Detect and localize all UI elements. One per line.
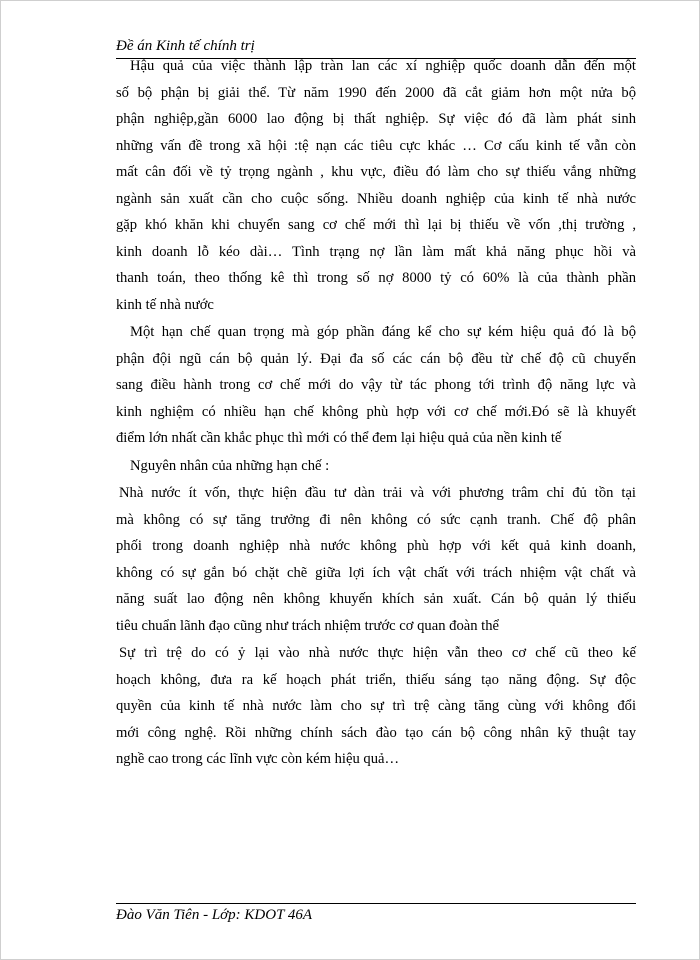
paragraph-line: mất cân đối về tỷ trọng ngành , khu vực, điều đó làm cho sự thiếu vắng những (116, 164, 636, 180)
paragraph-line: không có sự gắn bó chặt chẽ giữa lợi ích vật chất với trách nhiệm vật chất và (116, 564, 636, 581)
paragraph-line: mới công nghệ. Rồi những chính sách đào tạo cán bộ công nhân kỹ thuật tay (116, 724, 636, 741)
paragraph-line: kinh doanh lỗ kéo dài… Tình trạng nợ lần làm mất khả năng phục hồi và (116, 243, 636, 260)
document-body (116, 48, 636, 773)
paragraph-line: quyền của kinh tế nhà nước làm cho sự trì trệ càng tăng cùng với không đổi (116, 698, 636, 714)
paragraph-line: nghề cao trong các lĩnh vực còn kém hiệu quả… (116, 751, 400, 767)
paragraph-stagnation (116, 640, 636, 773)
paragraph-causes (116, 480, 636, 639)
paragraph-line: thanh toán, theo thống kê thì trong số nợ 8000 tỷ có 60% là của thành phần (116, 270, 636, 286)
footer-author: Đào Văn Tiên - Lớp: KDOT 46A (116, 907, 313, 923)
paragraph-line: sang điều hành trong cơ chế mới do vậy từ tác phong tới trình độ năng lực và (116, 377, 636, 393)
page-footer (116, 903, 636, 925)
paragraph-line: hoạch không, đưa ra kế hoạch phát triển, thiếu sáng tạo năng động. Sự độc (116, 671, 636, 688)
paragraph-consequences (116, 53, 636, 318)
paragraph-line: mà không có sự tăng trưởng đi nên không có sức cạnh tranh. Chế độ phân (116, 511, 636, 528)
paragraph-management (116, 319, 636, 452)
paragraph-line: năng suất lao động nên không khuyến khích sản xuất. Cán bộ quản lý thiếu (116, 591, 636, 607)
paragraph-line: Hậu quả của việc thành lập tràn lan các xí nghiệp quốc doanh dẫn đến một (130, 58, 636, 74)
paragraph-line: kinh nghiệm có nhiều hạn chế không phù hợp với cơ chế mới.Đó sẽ là khuyết (116, 403, 636, 420)
paragraph-line: điểm lớn nhất cần khắc phục thì mới có thể đem lại hiệu quả của nền kinh tế (116, 430, 562, 446)
paragraph-line: tiêu chuẩn lãnh đạo cũng như trách nhiệm trước cơ quan đoàn thể (116, 617, 500, 634)
paragraph-line: ngành sản xuất cần cho cuộc sống. Nhiều doanh nghiệp của kinh tế nhà nước (116, 190, 636, 207)
header-title: Đề án Kinh tế chính trị (116, 38, 255, 54)
paragraph-line: Sự trì trệ do có ỷ lại vào nhà nước thực hiện vẫn theo cơ chế cũ theo kế (119, 645, 636, 661)
paragraph-line: những vấn đề trong xã hội :tệ nạn các tiêu cực khác … Cơ cấu kinh tế vẫn còn (116, 137, 636, 154)
paragraph-line: phận nghiệp,gần 6000 lao động bị thất nghiệp. Sự việc đó đã làm phát sinh (116, 111, 636, 127)
paragraph-causes-heading (116, 453, 636, 480)
paragraph-line: Nguyên nhân của những hạn chế : (130, 457, 330, 474)
paragraph-line: kinh tế nhà nước (116, 296, 214, 313)
paragraph-line: Nhà nước ít vốn, thực hiện đầu tư dàn trải và với phương trâm chỉ đủ tồn tại (119, 485, 636, 501)
paragraph-line: số bộ phận bị giải thể. Từ năm 1990 đến 2000 đã cắt giảm hơn một nửa bộ (116, 84, 636, 101)
paragraph-line: phận đội ngũ cán bộ quản lý. Đại đa số các cán bộ đều từ chế độ cũ chuyển (116, 350, 636, 367)
paragraph-line: gặp khó khăn khi chuyển sang cơ chế mới thì lại bị thiếu về vốn ,thị trường , (116, 217, 636, 233)
paragraph-line: phối trong doanh nghiệp nhà nước không phù hợp với kết quả kinh doanh, (116, 538, 636, 554)
paragraph-line: Một hạn chế quan trọng mà góp phần đáng kể cho sự kém hiệu quả đó là bộ (130, 324, 636, 340)
